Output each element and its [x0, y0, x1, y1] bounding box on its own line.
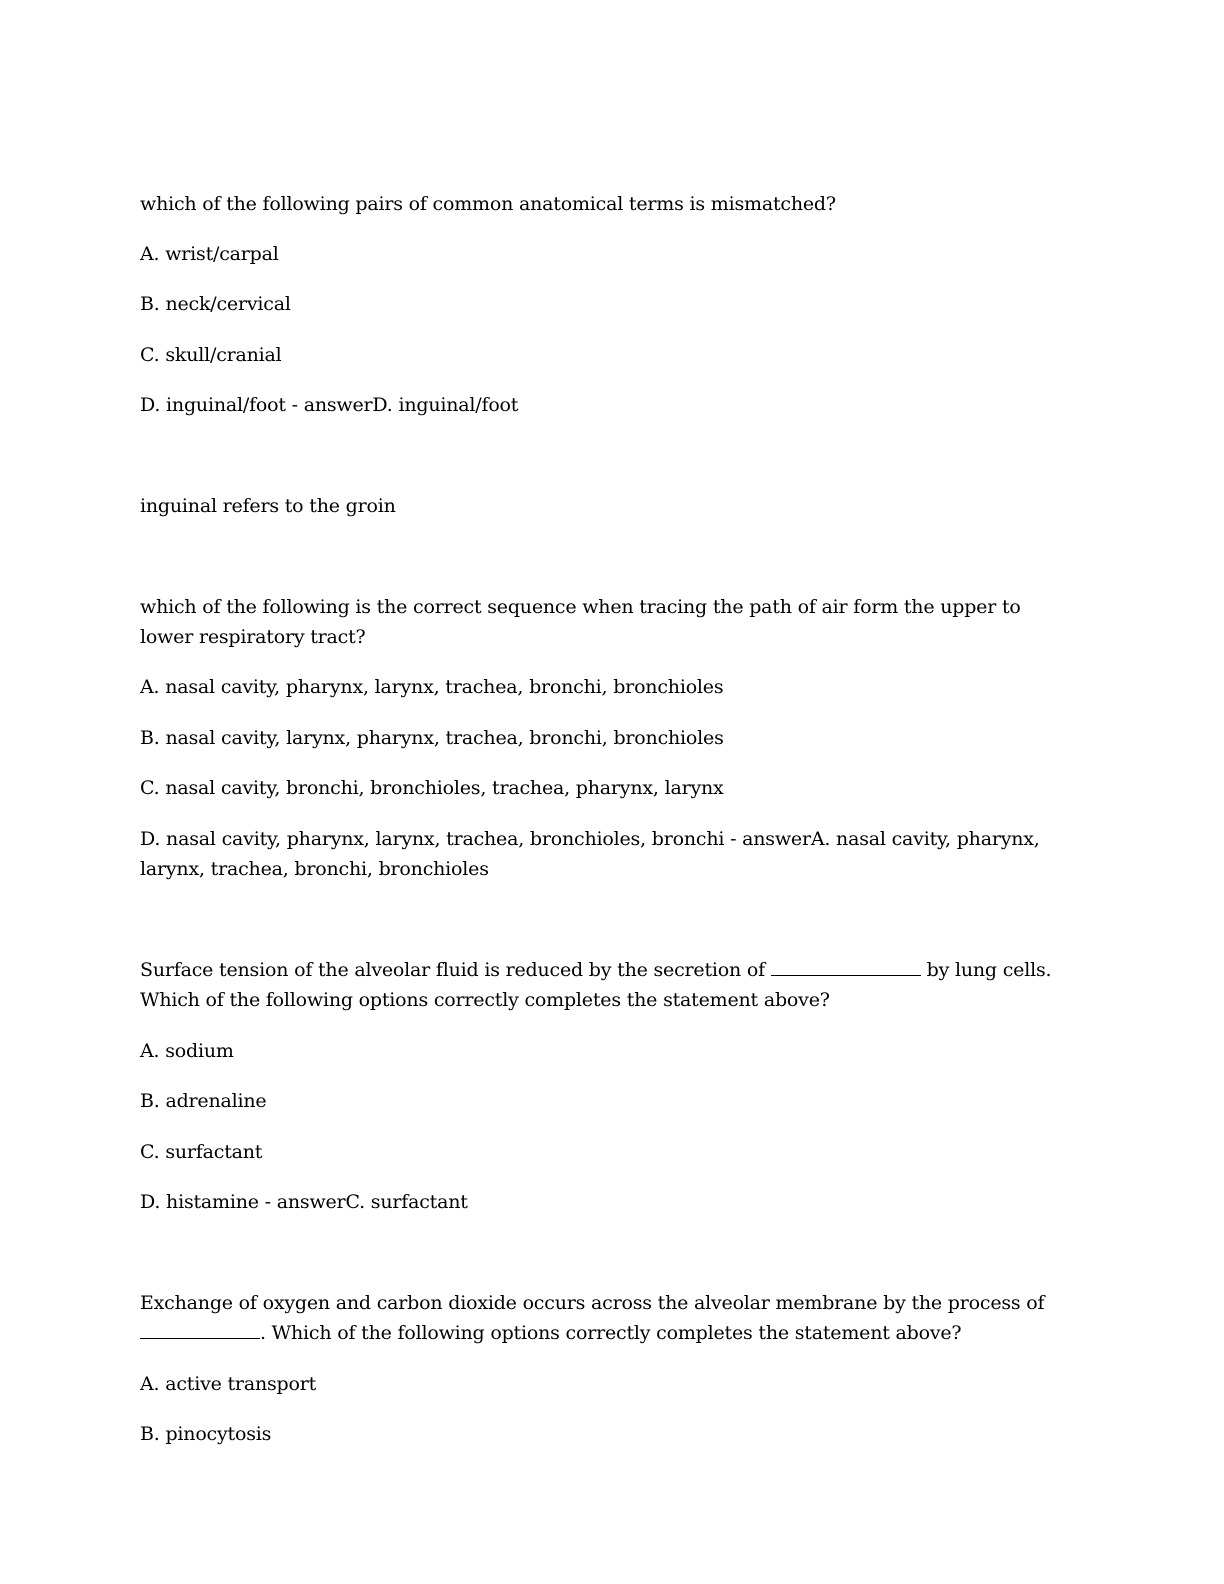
- question-3-stem-before-blank: Surface tension of the alveolar fluid is reduced by the secretion of: [140, 959, 765, 981]
- question-4-stem-line-1: Exchange of oxygen and carbon dioxide occurs across the alveolar membrane by the process of: [140, 1292, 1045, 1314]
- question-2-stem-line-2: lower respiratory tract?: [140, 626, 366, 648]
- question-1-option-c: C. skull/cranial: [140, 344, 282, 366]
- question-3-option-b: B. adrenaline: [140, 1090, 267, 1112]
- question-1-stem: which of the following pairs of common anatomical terms is mismatched?: [140, 193, 836, 215]
- question-2-option-c: C. nasal cavity, bronchi, bronchioles, trachea, pharynx, larynx: [140, 777, 724, 799]
- question-4-stem-after-blank: . Which of the following options correctly completes the statement above?: [260, 1322, 962, 1344]
- question-3-stem-after-blank: by lung cells.: [926, 959, 1052, 981]
- question-3-stem-line-1: [140, 955, 1060, 986]
- question-1-explanation: inguinal refers to the groin: [140, 495, 396, 517]
- question-3-option-a: A. sodium: [140, 1040, 234, 1062]
- question-1-option-d: D. inguinal/foot - answerD. inguinal/foot: [140, 394, 519, 416]
- question-4-option-a: A. active transport: [140, 1373, 317, 1395]
- question-2-option-d-line-1: D. nasal cavity, pharynx, larynx, trachea, bronchioles, bronchi - answerA. nasal cavity, pharynx,: [140, 828, 1040, 850]
- question-2-option-d-line-2: larynx, trachea, bronchi, bronchioles: [140, 858, 489, 880]
- fill-in-blank: [771, 974, 921, 976]
- question-2-option-a: A. nasal cavity, pharynx, larynx, trachea, bronchi, bronchioles: [140, 676, 724, 698]
- question-2-option-b: B. nasal cavity, larynx, pharynx, trachea, bronchi, bronchioles: [140, 727, 724, 749]
- question-3-option-c: C. surfactant: [140, 1141, 263, 1163]
- question-3-stem-line-2: Which of the following options correctly completes the statement above?: [140, 989, 830, 1011]
- question-1-option-a: A. wrist/carpal: [140, 243, 279, 265]
- fill-in-blank: [140, 1337, 260, 1339]
- question-1-option-b: B. neck/cervical: [140, 293, 291, 315]
- question-4-option-b: B. pinocytosis: [140, 1423, 272, 1445]
- question-4-stem-line-2: [140, 1318, 1060, 1349]
- question-3-option-d: D. histamine - answerC. surfactant: [140, 1191, 468, 1213]
- question-2-stem-line-1: which of the following is the correct sequence when tracing the path of air form the upper to: [140, 596, 1021, 618]
